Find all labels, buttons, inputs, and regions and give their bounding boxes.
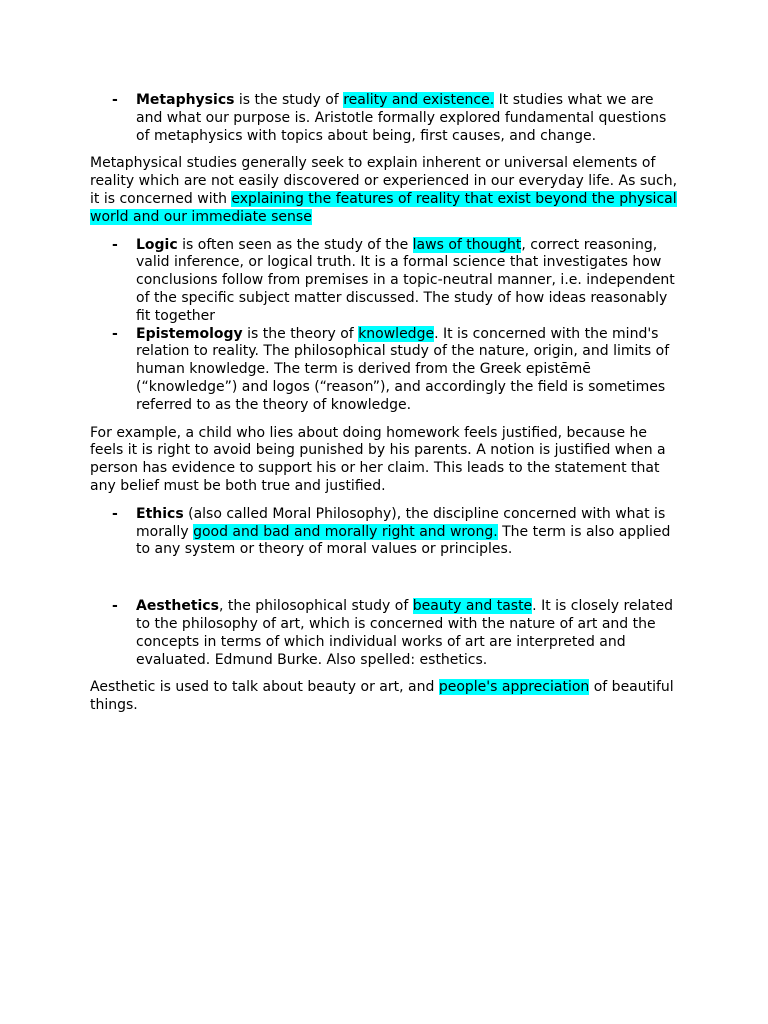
text-segment: . It is closely related to the philosophy of art, which is concerned with the nature of art and the concepts in terms of which individual works of art are interpreted and evaluated. Edmund Burke. Also spelled: esthetics. [136, 598, 673, 668]
text-segment: , correct reasoning, valid inference, or logical truth. It is a formal science that investigates how conclusions follow from premises in a topic-neutral manner, i.e. independent of the specific subject matter discussed. The study of how ideas reasonably fit together [136, 236, 675, 324]
text-segment: . It is concerned with the mind's relation to reality. The philosophical study of the nature, origin, and limits of human knowledge. The term is derived from the Greek epistēmē (“knowledge”) and logos (“reason”), and accordingly the field is sometimes referred to as the theory of knowledge. [136, 325, 670, 413]
bullet-dash: - [112, 325, 118, 342]
bullet-metaphysics [90, 92, 682, 145]
bullet-dash: - [112, 598, 118, 615]
term-epistemology: Epistemology [136, 325, 243, 342]
text-segment: , the philosophical study of [218, 598, 413, 615]
highlight-text: knowledge [358, 325, 435, 342]
paragraph-example: For example, a child who lies about doing homework feels justified, because he feels it is right to avoid being punished by his parents. A notion is justified when a person has evidence to support his or her claim. This leads to the statement that any belief must be both true and justified. [90, 424, 666, 494]
highlight-text: beauty and taste [412, 598, 533, 615]
text-segment: is often seen as the study of the [177, 236, 413, 253]
term-logic: Logic [136, 236, 178, 253]
highlight-text: reality and existence. [343, 92, 495, 108]
highlight-text: people's appreciation [438, 679, 590, 696]
highlight-text: laws of thought [412, 236, 522, 253]
highlight-text: good and bad and morally right and wrong. [193, 523, 498, 540]
text-segment: Aesthetic is used to talk about beauty or art, and [90, 679, 439, 696]
text-segment: Metaphysical studies generally seek to explain inherent or universal elements of reality which are not easily discovered or experienced in our everyday life. As such, it is concerned with [90, 155, 678, 207]
highlight-text: explaining the features of reality that exist beyond the physical world and our immediate sense [90, 190, 677, 225]
term-ethics: Ethics [136, 505, 184, 522]
bullet-dash: - [112, 236, 118, 253]
paragraph-metaphysical-studies [90, 155, 682, 226]
text-segment: (also called Moral Philosophy), the discipline concerned with what is morally [136, 505, 666, 540]
text-segment: is the theory of [242, 325, 359, 342]
document-page [90, 92, 682, 715]
bullet-dash: - [112, 505, 118, 522]
bullet-aesthetics [90, 598, 682, 669]
text-segment: The term is also applied to any system or theory of moral values or principles. [136, 523, 671, 558]
term-aesthetics: Aesthetics [136, 598, 219, 615]
term-metaphysics: Metaphysics [136, 92, 235, 108]
text-segment: of beautiful things. [90, 679, 674, 714]
bullet-logic [90, 237, 682, 326]
bullet-epistemology [90, 326, 682, 415]
bullet-ethics [90, 506, 682, 559]
text-segment: is the study of [234, 92, 344, 108]
bullet-dash: - [112, 92, 118, 108]
paragraph-aesthetic [90, 679, 682, 715]
text-segment: It studies what we are and what our purpose is. Aristotle formally explored fundamental questions of metaphysics with topics about being, first causes, and change. [136, 92, 667, 144]
